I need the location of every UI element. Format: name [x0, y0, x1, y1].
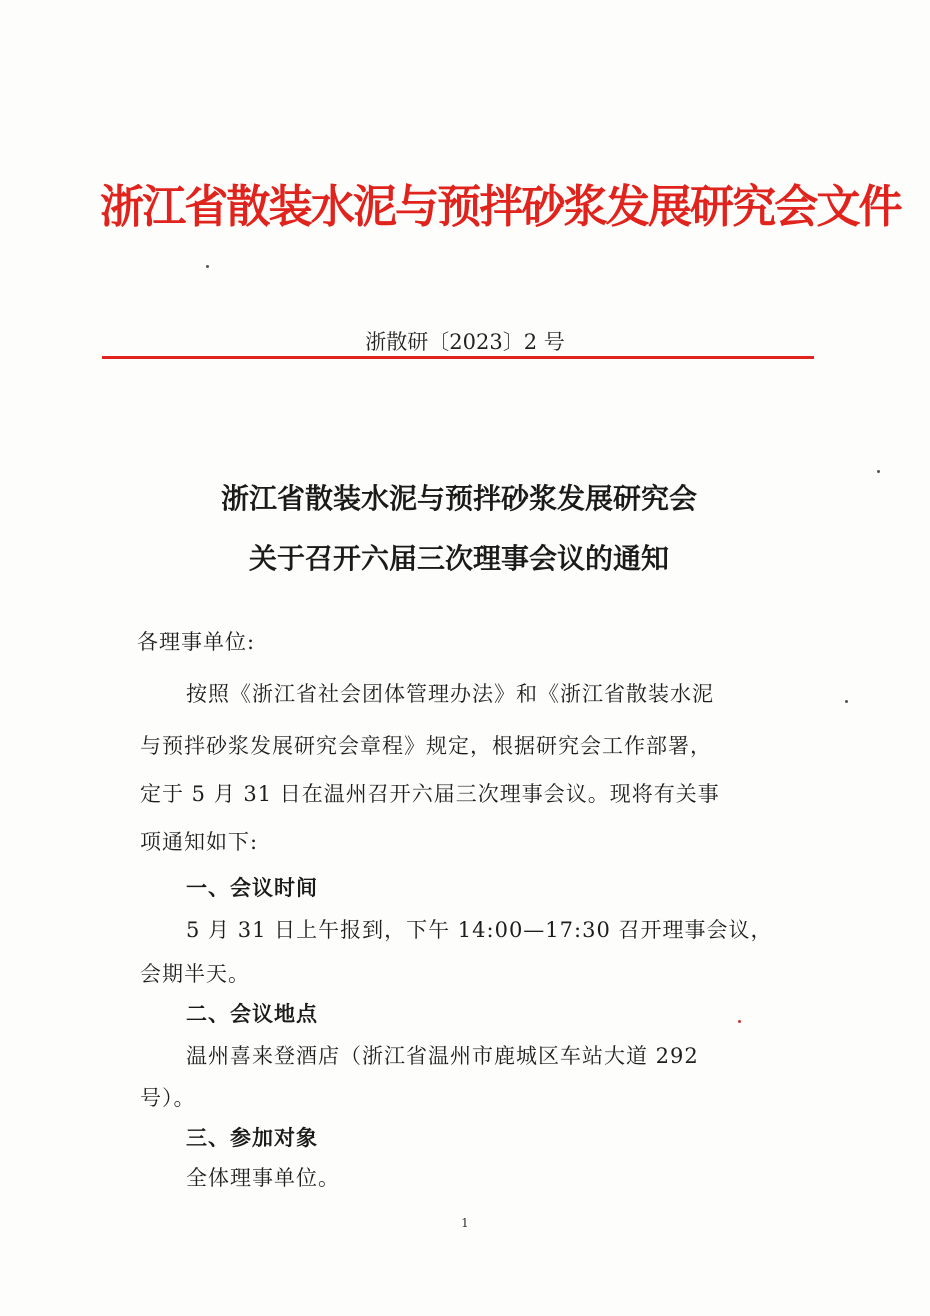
- salutation: 各理事单位:: [137, 630, 256, 654]
- scan-speck: [738, 1020, 741, 1023]
- scan-speck: [206, 265, 209, 268]
- scan-speck: [877, 470, 880, 473]
- section-heading-location: 二、会议地点: [186, 1002, 318, 1026]
- scan-speck: [845, 700, 848, 703]
- section-heading-attendees: 三、参加对象: [186, 1126, 318, 1150]
- section-time-line-2: 会期半天。: [140, 962, 250, 986]
- notice-title-line-1: 浙江省散装水泥与预拌砂浆发展研究会: [220, 482, 697, 515]
- document-number: 浙散研〔2023〕2 号: [365, 330, 565, 354]
- section-location-line-2: 号）。: [140, 1086, 196, 1110]
- notice-title-line-2: 关于召开六届三次理事会议的通知: [248, 542, 669, 575]
- section-attendees-line-1: 全体理事单位。: [186, 1166, 340, 1190]
- page-number: 1: [461, 1216, 469, 1230]
- org-file-header: 浙江省散装水泥与预拌砂浆发展研究会文件: [100, 180, 901, 233]
- intro-line-3: 定于 5 月 31 日在温州召开六届三次理事会议。现将有关事: [140, 782, 720, 806]
- red-divider-line: [102, 356, 814, 359]
- intro-line-1: 按照《浙江省社会团体管理办法》和《浙江省散装水泥: [186, 682, 714, 706]
- section-time-line-1: 5 月 31 日上午报到，下午 14:00—17:30 召开理事会议，: [186, 918, 773, 942]
- section-location-line-1: 温州喜来登酒店（浙江省温州市鹿城区车站大道 292: [186, 1044, 699, 1068]
- intro-line-2: 与预拌砂浆发展研究会章程》规定，根据研究会工作部署，: [140, 734, 712, 758]
- section-heading-time: 一、会议时间: [186, 876, 318, 900]
- intro-line-4: 项通知如下:: [140, 830, 259, 854]
